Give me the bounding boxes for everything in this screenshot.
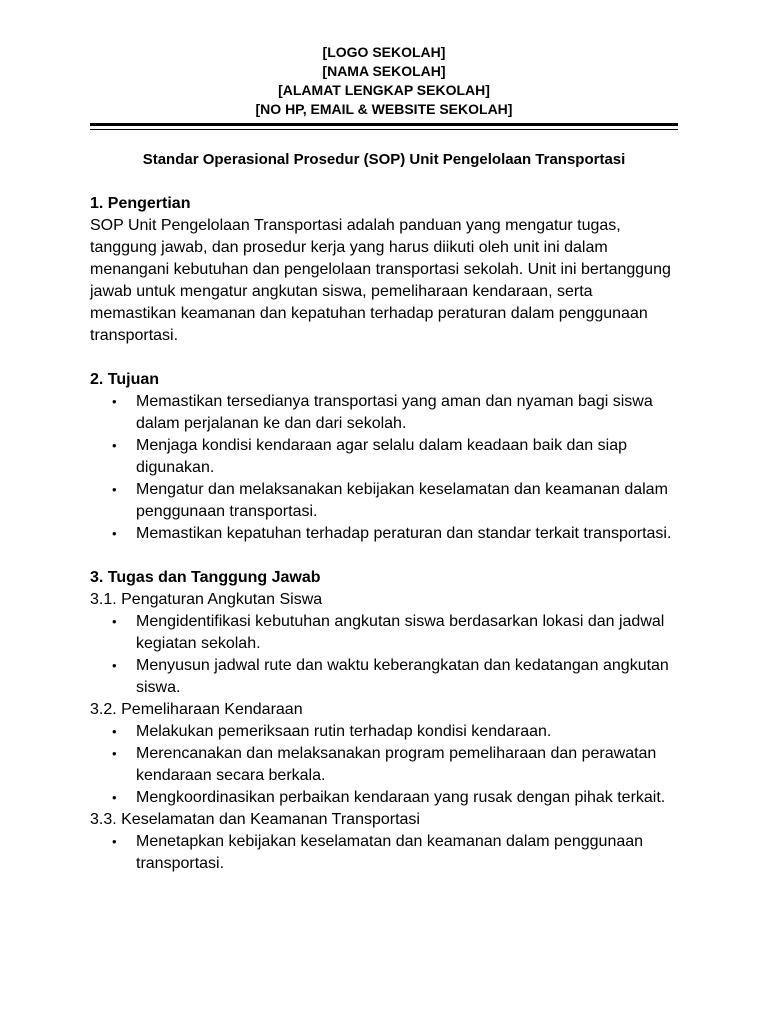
section-heading-pengertian: 1. Pengertian	[90, 195, 191, 212]
list-item: • Mengkoordinasikan perbaikan kendaraan yang rusak dengan pihak terkait.	[136, 787, 678, 809]
pemeliharaan-list	[90, 721, 678, 809]
school-contact: [NO HP, EMAIL & WEBSITE SEKOLAH]	[255, 101, 513, 117]
subsection-heading-pemeliharaan: 3.2. Pemeliharaan Kendaraan	[90, 701, 303, 718]
list-item: • Menyusun jadwal rute dan waktu keberangkatan dan kedatangan angkutan siswa.	[112, 657, 669, 696]
list-item: • Melakukan pemeriksaan rutin terhadap kondisi kendaraan.	[136, 721, 678, 743]
bullet-icon: •	[112, 746, 117, 761]
list-item: • Mengatur dan melaksanakan kebijakan keselamatan dan keamanan dalam penggunaan transportasi.	[112, 481, 668, 520]
document-title: Standar Operasional Prosedur (SOP) Unit Pengelolaan Transportasi	[142, 151, 626, 168]
tujuan-list	[90, 391, 678, 545]
letterhead-divider-thick	[90, 123, 678, 126]
bullet-icon: •	[112, 724, 117, 739]
list-item: • Merencanakan dan melaksanakan program pemeliharaan dan perawatan kendaraan secara berkala.	[112, 745, 657, 784]
bullet-icon: •	[112, 526, 117, 541]
list-item: • Mengidentifikasi kebutuhan angkutan siswa berdasarkan lokasi dan jadwal kegiatan sekolah.	[112, 613, 665, 652]
pengertian-paragraph: SOP Unit Pengelolaan Transportasi adalah panduan yang mengatur tugas, tanggung jawab, dan prosedur kerja yang harus diikuti oleh unit ini dalam menangani kebutuhan dan pengelolaan transportasi sekolah. Unit ini bertanggung jawab untuk mengatur angkutan siswa, pemeliharaan kendaraan, serta memastikan keamanan dan kepatuhan terhadap peraturan dalam penggunaan transportasi.	[90, 217, 671, 344]
bullet-icon: •	[112, 834, 117, 849]
keselamatan-list	[90, 831, 678, 875]
subsection-heading-angkutan: 3.1. Pengaturan Angkutan Siswa	[90, 591, 323, 608]
school-logo-placeholder: [LOGO SEKOLAH]	[322, 44, 446, 60]
bullet-icon: •	[112, 438, 117, 453]
section-heading-tugas: 3. Tugas dan Tanggung Jawab	[90, 569, 321, 586]
list-item: • Memastikan kepatuhan terhadap peraturan dan standar terkait transportasi.	[136, 523, 678, 545]
angkutan-list	[90, 611, 678, 699]
bullet-icon: •	[112, 790, 117, 805]
subsection-heading-keselamatan: 3.3. Keselamatan dan Keamanan Transportasi	[90, 811, 420, 828]
bullet-icon: •	[112, 482, 117, 497]
list-item: • Menjaga kondisi kendaraan agar selalu dalam keadaan baik dan siap digunakan.	[112, 437, 627, 476]
letterhead-divider-thin	[90, 129, 678, 130]
list-item: • Memastikan tersedianya transportasi yang aman dan nyaman bagi siswa dalam perjalanan ke dan dari sekolah.	[112, 393, 653, 432]
document-body	[90, 193, 678, 875]
school-address: [ALAMAT LENGKAP SEKOLAH]	[278, 82, 490, 98]
bullet-icon: •	[112, 614, 117, 629]
list-item: • Menetapkan kebijakan keselamatan dan keamanan dalam penggunaan transportasi.	[112, 833, 644, 872]
bullet-icon: •	[112, 658, 117, 673]
section-heading-tujuan: 2. Tujuan	[90, 371, 160, 388]
bullet-icon: •	[112, 394, 117, 409]
school-name: [NAMA SEKOLAH]	[322, 63, 446, 79]
letterhead	[90, 43, 678, 119]
